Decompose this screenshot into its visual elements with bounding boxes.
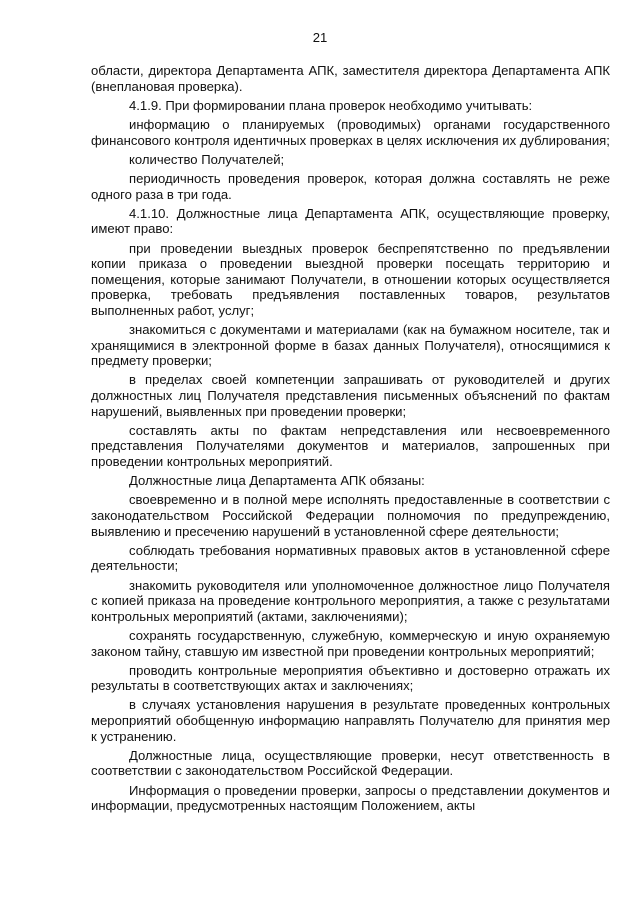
paragraph: знакомиться с документами и материалами (как на бумажном носителе, так и хранящимися в электронной форме в базах данных Получателя), относящимися к предмету проверки; [91, 322, 610, 369]
paragraph: периодичность проведения проверок, которая должна составлять не реже одного раза в три года. [91, 170, 610, 202]
paragraph: в пределах своей компетенции запрашивать от руководителей и других должностных лиц Получателя представления письменных объяснений по фактам нарушений, выявленных при проведении проверки; [91, 372, 610, 419]
paragraph: проводить контрольные мероприятия объективно и достоверно отражать их результаты в соответствующих актах и заключениях; [91, 662, 610, 694]
paragraph: 4.1.10. Должностные лица Департамента АПК, осуществляющие проверку, имеют право: [91, 205, 610, 237]
paragraph: сохранять государственную, служебную, коммерческую и иную охраняемую законом тайну, ставшую им известной при проведении контрольных мероприятий; [91, 627, 610, 659]
paragraph: своевременно и в полной мере исполнять предоставленные в соответствии с законодательством Российской Федерации полномочия по предупреждению, выявлению и пресечению нарушений в установленной сфере деятельности; [91, 492, 610, 539]
document-body [91, 63, 610, 814]
paragraph: количество Получателей; [129, 151, 285, 167]
paragraph: Должностные лица, осуществляющие проверки, несут ответственность в соответствии с законодательством Российской Федерации. [91, 747, 610, 779]
paragraph: 4.1.9. При формировании плана проверок необходимо учитывать: [129, 97, 533, 113]
paragraph: области, директора Департамента АПК, заместителя директора Департамента АПК (внеплановая проверка). [91, 63, 610, 94]
page-number: 21 [312, 30, 328, 45]
paragraph: информацию о планируемых (проводимых) органами государственного финансового контроля идентичных проверках в целях исключения их дублирования; [91, 116, 610, 148]
paragraph: Должностные лица Департамента АПК обязаны: [129, 473, 425, 489]
paragraph: составлять акты по фактам непредставления или несвоевременного представления Получателями документов и материалов, запрошенных при проведении контрольных мероприятий. [91, 422, 610, 469]
paragraph: в случаях установления нарушения в результате проведенных контрольных мероприятий обобщенную информацию направлять Получателю для принятия мер к устранению. [91, 697, 610, 744]
paragraph: при проведении выездных проверок беспрепятственно по предъявлении копии приказа о проведении выездной проверки посещать территорию и помещения, которые занимают Получатели, в отношении которых осуществляется проверка, требовать предъявления поставленных товаров, результатов выполненных работ, услуг; [91, 240, 610, 318]
paragraph: знакомить руководителя или уполномоченное должностное лицо Получателя с копией приказа на проведение контрольного мероприятия, а также с результатами контрольных мероприятий (актами, заключениями); [91, 577, 610, 624]
paragraph: Информация о проведении проверки, запросы о представлении документов и информации, предусмотренных настоящим Положением, акты [91, 782, 610, 814]
paragraph: соблюдать требования нормативных правовых актов в установленной сфере деятельности; [91, 542, 610, 574]
